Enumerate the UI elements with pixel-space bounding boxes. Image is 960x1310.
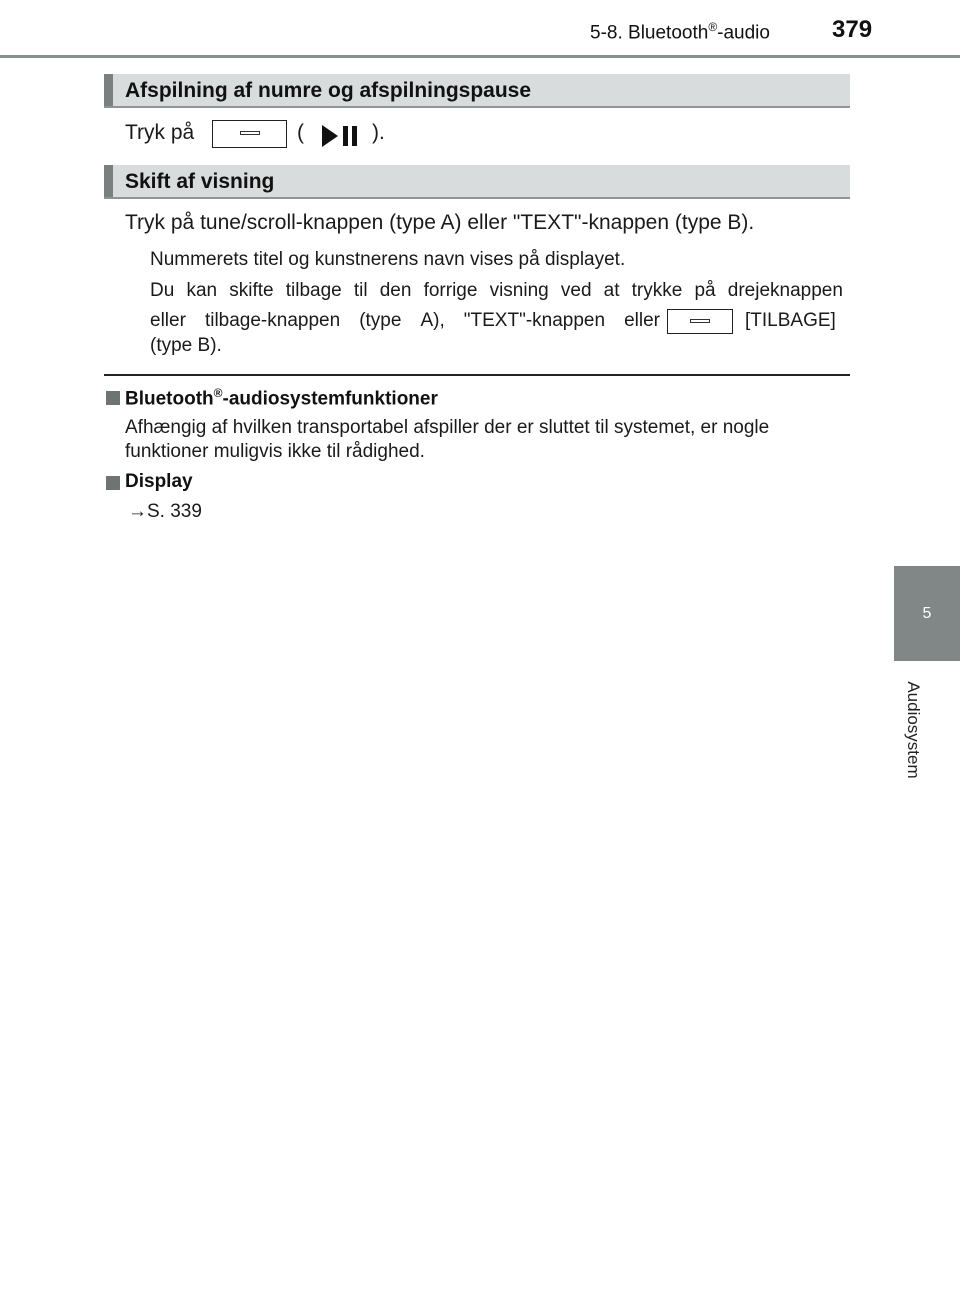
chapter-tab: 5	[894, 566, 960, 661]
square-bullet-icon	[106, 476, 120, 490]
arrow-right-icon: →	[128, 501, 147, 522]
instruction-text: Tryk på	[125, 121, 195, 144]
play-pause-icon	[321, 124, 359, 148]
heading-bar	[104, 165, 113, 197]
chapter-label: Audiosystem	[904, 681, 923, 779]
heading-bar	[104, 74, 113, 106]
running-header: 5-8. Bluetooth®-audio	[590, 20, 770, 44]
note-text: [TILBAGE]	[745, 310, 836, 331]
section-heading-playback	[104, 74, 850, 108]
header-divider	[0, 55, 960, 58]
note-line: eller tilbage-knappen (type A), "TEXT"-knappen eller	[150, 310, 660, 331]
square-bullet-icon	[106, 391, 120, 405]
note-text: (type B).	[150, 335, 222, 356]
instruction-text: Tryk på tune/scroll-knappen (type A) eller "TEXT"-knappen (type B).	[125, 211, 755, 234]
key-button-icon	[667, 309, 733, 334]
key-button-icon	[212, 120, 287, 148]
note-text: Nummerets titel og kunstnerens navn vises på displayet.	[150, 249, 626, 270]
section-divider	[104, 374, 850, 376]
info-body: Afhængig af hvilken transportabel afspiller der er sluttet til systemet, er nogle	[125, 417, 770, 438]
info-heading: Display	[125, 471, 193, 492]
page-number: 379	[832, 16, 873, 43]
paren-close: ).	[372, 121, 385, 144]
info-body: funktioner muligvis ikke til rådighed.	[125, 441, 425, 462]
page-link[interactable]: S. 339	[147, 501, 202, 522]
section-title: Skift af visning	[125, 170, 275, 193]
info-heading: Bluetooth®-audiosystemfunktioner	[125, 386, 438, 410]
section-title: Afspilning af numre og afspilningspause	[125, 79, 532, 102]
section-heading-display	[104, 165, 850, 199]
note-line: Du kan skifte tilbage til den forrige visning ved at trykke på drejeknappen	[150, 280, 843, 301]
paren-open: (	[297, 121, 304, 144]
page-reference	[128, 501, 202, 523]
